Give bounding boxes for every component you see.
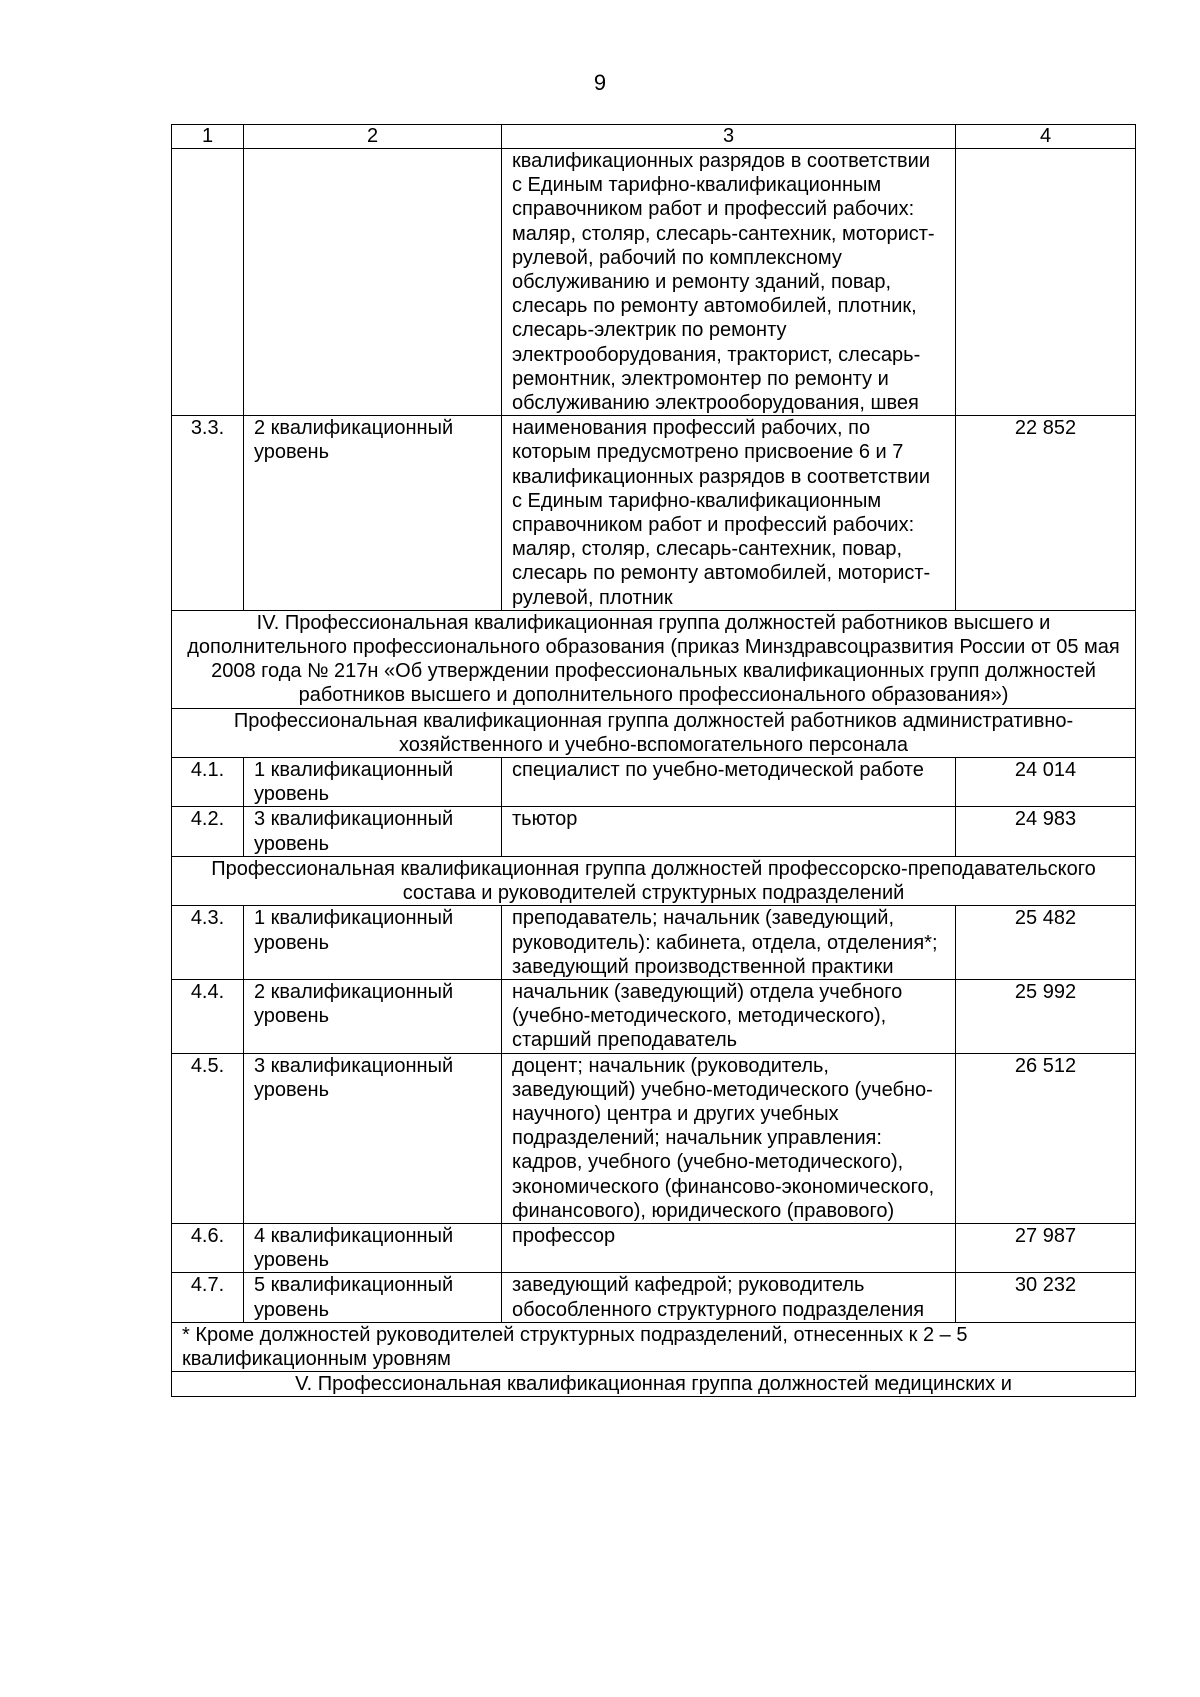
row-level bbox=[244, 149, 502, 416]
row-number bbox=[172, 149, 244, 416]
table-row-4-7 bbox=[172, 1273, 1136, 1322]
row-level: 3 квалификационный уровень bbox=[244, 1053, 502, 1223]
header-col-3: 3 bbox=[502, 125, 956, 149]
row-salary: 24 014 bbox=[956, 758, 1136, 807]
table-header-row bbox=[172, 125, 1136, 149]
table-row-4-3 bbox=[172, 906, 1136, 980]
row-level: 1 квалификационный уровень bbox=[244, 906, 502, 980]
row-salary: 25 482 bbox=[956, 906, 1136, 980]
row-number: 4.6. bbox=[172, 1223, 244, 1272]
table-row-4-1 bbox=[172, 758, 1136, 807]
row-salary: 26 512 bbox=[956, 1053, 1136, 1223]
section-heading-row-v bbox=[172, 1372, 1136, 1397]
row-salary: 22 852 bbox=[956, 416, 1136, 611]
row-level: 3 квалификационный уровень bbox=[244, 807, 502, 856]
row-description: доцент; начальник (руководитель, заведующий) учебно-методического (учебно-научного) центра и других учебных подразделений; начальник управления: кадров, учебного (учебно-методического), экономического (финансово-экономического, финансового), юридического (правового) bbox=[502, 1053, 956, 1223]
table-row-4-4 bbox=[172, 979, 1136, 1053]
header-col-4: 4 bbox=[956, 125, 1136, 149]
row-description: преподаватель; начальник (заведующий, руководитель): кабинета, отдела, отделения*; заведующий производственной практики bbox=[502, 906, 956, 980]
row-description: наименования профессий рабочих, по которым предусмотрено присвоение 6 и 7 квалификационных разрядов в соответствии с Единым тарифно-квалификационным справочником работ и профессий рабочих: маляр, столяр, слесарь-сантехник, повар, слесарь по ремонту автомобилей, моторист-рулевой, плотник bbox=[502, 416, 956, 611]
row-description: тьютор bbox=[502, 807, 956, 856]
section-heading-row-iv bbox=[172, 610, 1136, 708]
table-row-4-2 bbox=[172, 807, 1136, 856]
header-col-1: 1 bbox=[172, 125, 244, 149]
subgroup-heading-1: Профессиональная квалификационная группа должностей работников административно-хозяйственного и учебно-вспомогательного персонала bbox=[172, 708, 1136, 757]
row-description: заведующий кафедрой; руководитель обособленного структурного подразделения bbox=[502, 1273, 956, 1322]
table-row-4-5 bbox=[172, 1053, 1136, 1223]
header-col-2: 2 bbox=[244, 125, 502, 149]
salary-table bbox=[171, 124, 1136, 1397]
row-number: 4.2. bbox=[172, 807, 244, 856]
row-description: специалист по учебно-методической работе bbox=[502, 758, 956, 807]
subgroup-row-2 bbox=[172, 856, 1136, 905]
row-salary: 25 992 bbox=[956, 979, 1136, 1053]
row-description: начальник (заведующий) отдела учебного (учебно-методического, методического), старший преподаватель bbox=[502, 979, 956, 1053]
row-number: 3.3. bbox=[172, 416, 244, 611]
row-number: 4.3. bbox=[172, 906, 244, 980]
row-level: 1 квалификационный уровень bbox=[244, 758, 502, 807]
row-description: квалификационных разрядов в соответствии с Единым тарифно-квалификационным справочником работ и профессий рабочих: маляр, столяр, слесарь-сантехник, моторист-рулевой, рабочий по комплексному обслуживанию и ремонту зданий, повар, слесарь по ремонту автомобилей, плотник, слесарь-электрик по ремонту электрооборудования, тракторист, слесарь-ремонтник, электромонтер по ремонту и обслуживанию электрооборудования, швея bbox=[502, 149, 956, 416]
row-salary: 27 987 bbox=[956, 1223, 1136, 1272]
subgroup-row-1 bbox=[172, 708, 1136, 757]
subgroup-heading-2: Профессиональная квалификационная группа должностей профессорско-преподавательского состава и руководителей структурных подразделений bbox=[172, 856, 1136, 905]
row-salary: 30 232 bbox=[956, 1273, 1136, 1322]
row-number: 4.1. bbox=[172, 758, 244, 807]
table-row-continuation bbox=[172, 149, 1136, 416]
table-row-4-6 bbox=[172, 1223, 1136, 1272]
row-number: 4.7. bbox=[172, 1273, 244, 1322]
row-level: 5 квалификационный уровень bbox=[244, 1273, 502, 1322]
table-row-3-3 bbox=[172, 416, 1136, 611]
footnote-row bbox=[172, 1322, 1136, 1371]
row-salary bbox=[956, 149, 1136, 416]
footnote: * Кроме должностей руководителей структурных подразделений, отнесенных к 2 – 5 квалификационным уровням bbox=[172, 1322, 1136, 1371]
row-salary: 24 983 bbox=[956, 807, 1136, 856]
page-number: 9 bbox=[593, 70, 607, 95]
row-number: 4.4. bbox=[172, 979, 244, 1053]
row-number: 4.5. bbox=[172, 1053, 244, 1223]
section-heading-iv: IV. Профессиональная квалификационная группа должностей работников высшего и дополнительного профессионального образования (приказ Минздравсоцразвития России от 05 мая 2008 года № 217н «Об утверждении профессиональных квалификационных групп должностей работников высшего и дополнительного профессионального образования») bbox=[172, 610, 1136, 708]
row-description: профессор bbox=[502, 1223, 956, 1272]
row-level: 4 квалификационный уровень bbox=[244, 1223, 502, 1272]
section-heading-v: V. Профессиональная квалификационная группа должностей медицинских и bbox=[172, 1372, 1136, 1397]
row-level: 2 квалификационный уровень bbox=[244, 979, 502, 1053]
row-level: 2 квалификационный уровень bbox=[244, 416, 502, 611]
